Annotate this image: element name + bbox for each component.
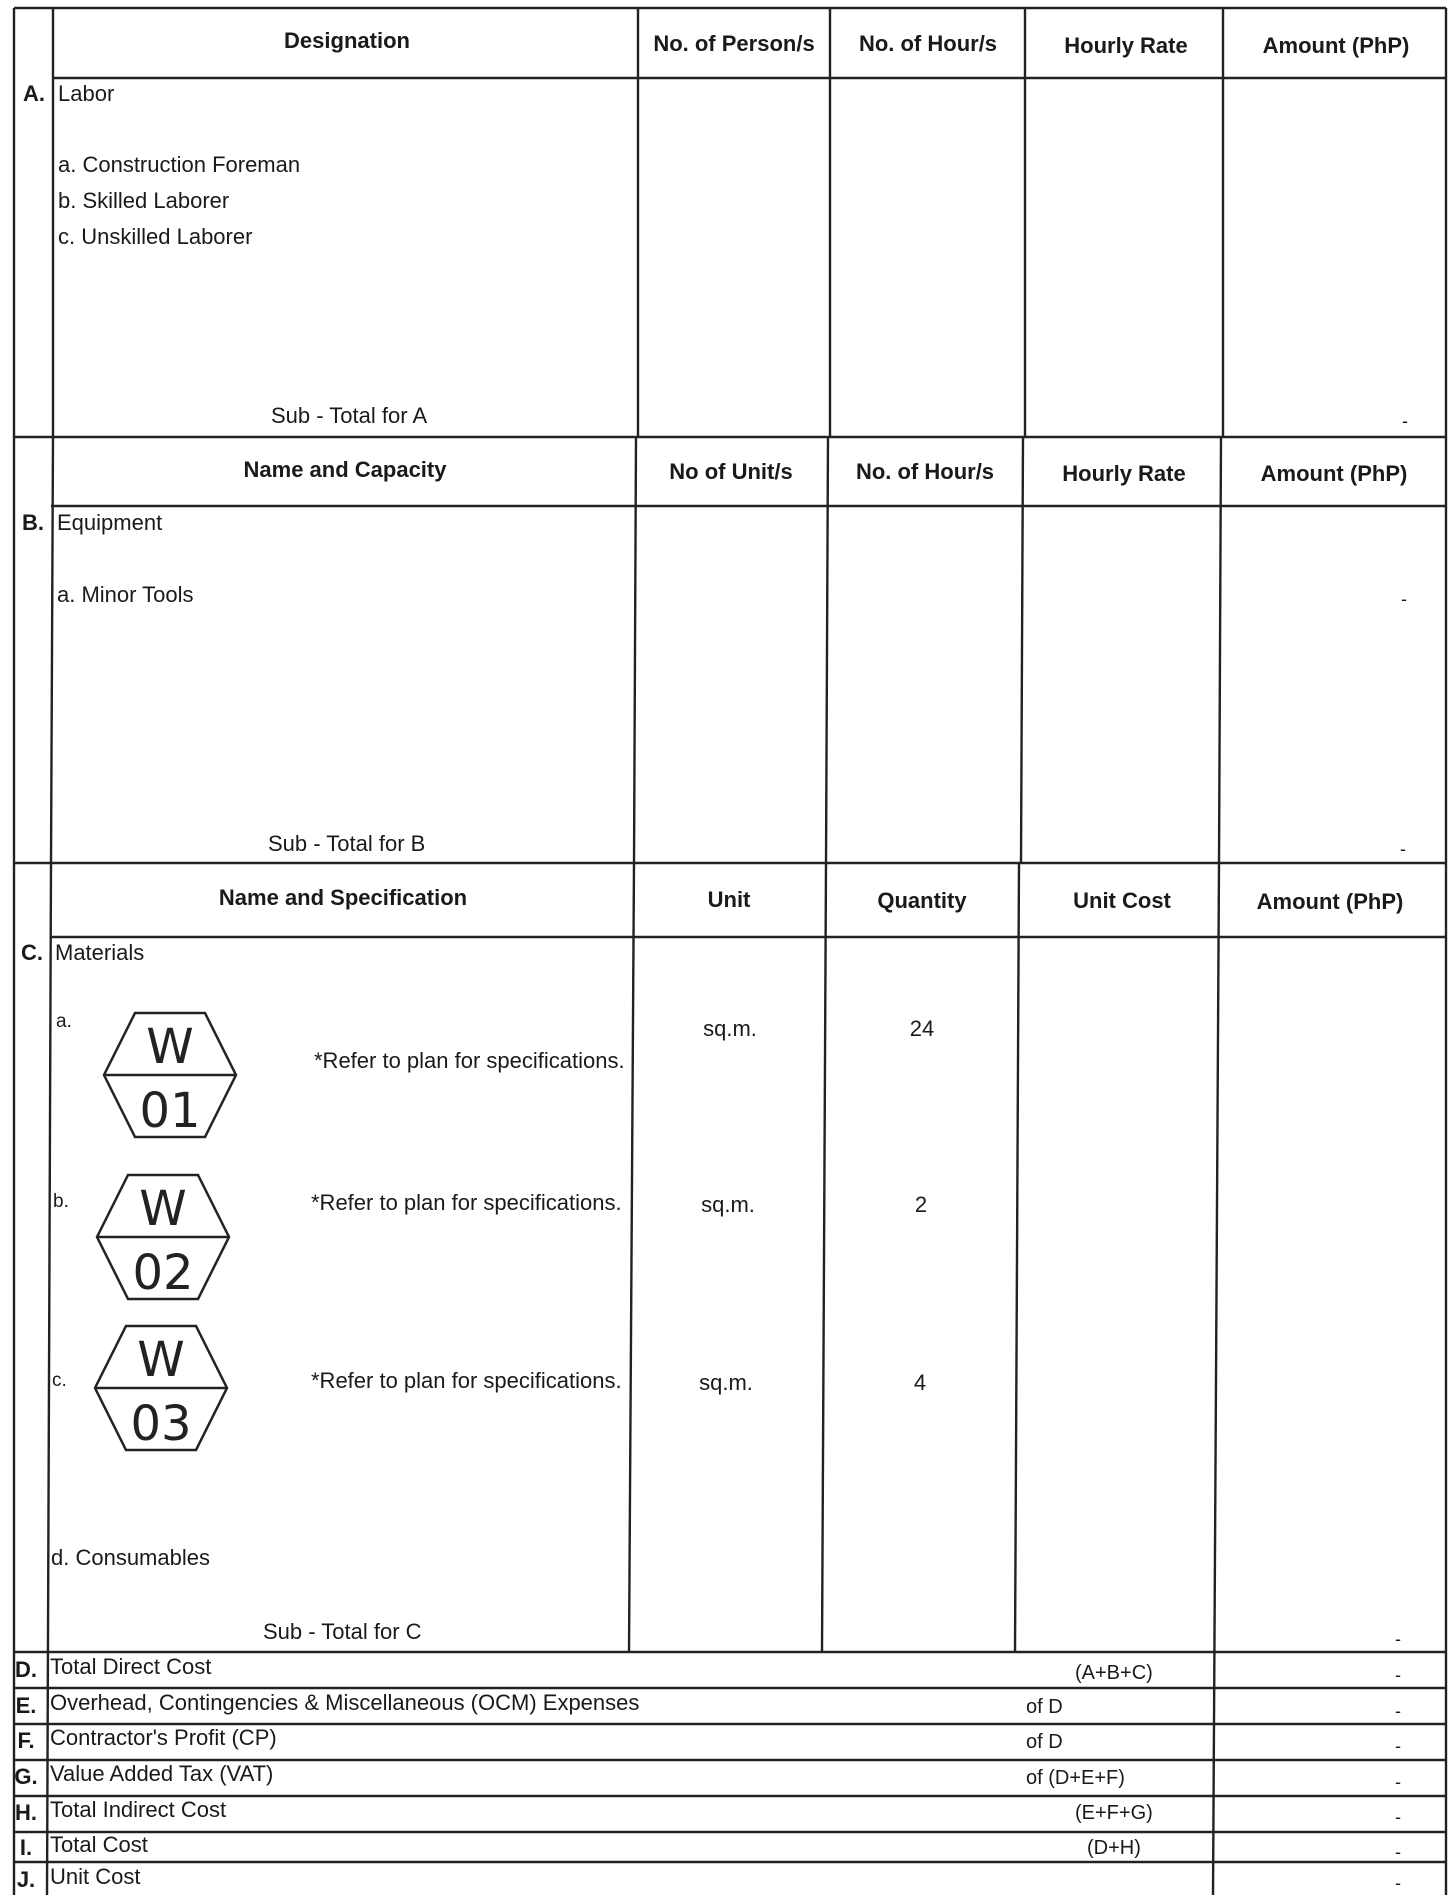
- summary-label-e: Overhead, Contingencies & Miscellaneous (OCM) Expenses: [50, 1690, 640, 1715]
- summary-amount-d: -: [1395, 1665, 1401, 1685]
- summary-amount-f: -: [1395, 1736, 1401, 1756]
- material-item-c-quantity: 4: [913, 1370, 927, 1395]
- subtotal-a-amount: -: [1402, 411, 1408, 431]
- category-labor: Labor: [58, 81, 115, 106]
- summary-basis-h: (E+F+G): [1075, 1802, 1153, 1824]
- material-item-a-quantity: 24: [909, 1016, 935, 1041]
- tag-w03-bottom: 03: [130, 1396, 192, 1452]
- summary-label-j: Unit Cost: [50, 1864, 141, 1889]
- header-no-of-persons: No. of Person/s: [653, 31, 815, 56]
- header-name-specification: Name and Specification: [218, 885, 468, 910]
- tag-w02-top: W: [139, 1181, 187, 1237]
- window-tag-w02-icon: [93, 1172, 233, 1302]
- header-unit-cost: Unit Cost: [1073, 888, 1171, 913]
- tag-w01-bottom: 01: [139, 1083, 201, 1139]
- subtotal-b-label: Sub - Total for B: [268, 831, 426, 856]
- header-designation: Designation: [284, 28, 410, 53]
- material-item-b-note: *Refer to plan for specifications.: [311, 1190, 622, 1215]
- header-no-of-units: No of Unit/s: [669, 459, 793, 484]
- minor-tools-amount: -: [1401, 589, 1407, 609]
- material-item-c-unit: sq.m.: [699, 1370, 753, 1395]
- material-item-b-letter: b.: [53, 1191, 69, 1212]
- summary-amount-e: -: [1395, 1701, 1401, 1721]
- summary-amount-g: -: [1395, 1772, 1401, 1792]
- material-item-a-note: *Refer to plan for specifications.: [314, 1048, 625, 1073]
- material-item-a-unit: sq.m.: [703, 1016, 757, 1041]
- header-quantity: Quantity: [877, 888, 967, 913]
- window-tag-w03-icon: [91, 1323, 231, 1453]
- labor-item-skilled: b. Skilled Laborer: [58, 188, 230, 213]
- summary-basis-f: of D: [1026, 1731, 1063, 1753]
- summary-label-i: Total Cost: [50, 1832, 148, 1857]
- subtotal-b-amount: -: [1400, 839, 1406, 859]
- summary-letter-e: E.: [15, 1693, 37, 1718]
- material-item-c-letter: c.: [52, 1370, 67, 1391]
- summary-label-d: Total Direct Cost: [50, 1654, 212, 1679]
- header-name-capacity: Name and Capacity: [243, 457, 447, 482]
- summary-amount-j: -: [1395, 1873, 1401, 1893]
- window-tag-w01-icon: [100, 1010, 240, 1140]
- material-item-b-quantity: 2: [914, 1192, 928, 1217]
- equipment-item-minor-tools: a. Minor Tools: [57, 582, 194, 607]
- section-letter-a: A.: [23, 81, 45, 106]
- summary-label-f: Contractor's Profit (CP): [50, 1725, 277, 1750]
- header-hourly-rate: Hourly Rate: [1064, 33, 1188, 58]
- header-unit: Unit: [707, 887, 751, 912]
- summary-amount-h: -: [1395, 1807, 1401, 1827]
- summary-amount-i: -: [1395, 1842, 1401, 1862]
- subtotal-c-label: Sub - Total for C: [263, 1619, 422, 1644]
- summary-letter-j: J.: [16, 1867, 36, 1892]
- tag-w03-top: W: [137, 1332, 185, 1388]
- subtotal-c-amount: -: [1395, 1629, 1401, 1649]
- summary-label-g: Value Added Tax (VAT): [50, 1761, 274, 1786]
- summary-label-h: Total Indirect Cost: [50, 1797, 227, 1822]
- summary-basis-d: (A+B+C): [1075, 1662, 1153, 1684]
- summary-letter-i: I.: [19, 1835, 33, 1860]
- section-letter-c: C.: [21, 940, 43, 965]
- summary-basis-e: of D: [1026, 1696, 1063, 1718]
- header-amount: Amount (PhP): [1262, 33, 1410, 58]
- header-hourly-rate-b: Hourly Rate: [1062, 461, 1186, 486]
- summary-letter-h: H.: [15, 1800, 37, 1825]
- material-item-a-letter: a.: [56, 1011, 72, 1032]
- section-letter-b: B.: [22, 510, 44, 535]
- category-equipment: Equipment: [57, 510, 163, 535]
- summary-basis-g: of (D+E+F): [1026, 1767, 1125, 1789]
- header-amount-c: Amount (PhP): [1256, 889, 1404, 914]
- category-materials: Materials: [55, 940, 145, 965]
- summary-basis-i: (D+H): [1087, 1837, 1141, 1859]
- material-item-b-unit: sq.m.: [701, 1192, 755, 1217]
- labor-item-foreman: a. Construction Foreman: [58, 152, 301, 177]
- tag-w01-top: W: [146, 1019, 194, 1075]
- labor-item-unskilled: c. Unskilled Laborer: [58, 224, 253, 249]
- material-item-c-note: *Refer to plan for specifications.: [311, 1368, 622, 1393]
- summary-letter-f: F.: [17, 1728, 35, 1753]
- tag-w02-bottom: 02: [132, 1245, 194, 1301]
- header-no-of-hours-b: No. of Hour/s: [855, 459, 995, 484]
- subtotal-a-label: Sub - Total for A: [271, 403, 428, 428]
- summary-letter-d: D.: [15, 1657, 37, 1682]
- summary-letter-g: G.: [14, 1764, 38, 1789]
- header-no-of-hours: No. of Hour/s: [858, 31, 998, 56]
- material-item-consumables: d. Consumables: [51, 1545, 210, 1570]
- header-amount-b: Amount (PhP): [1260, 461, 1408, 486]
